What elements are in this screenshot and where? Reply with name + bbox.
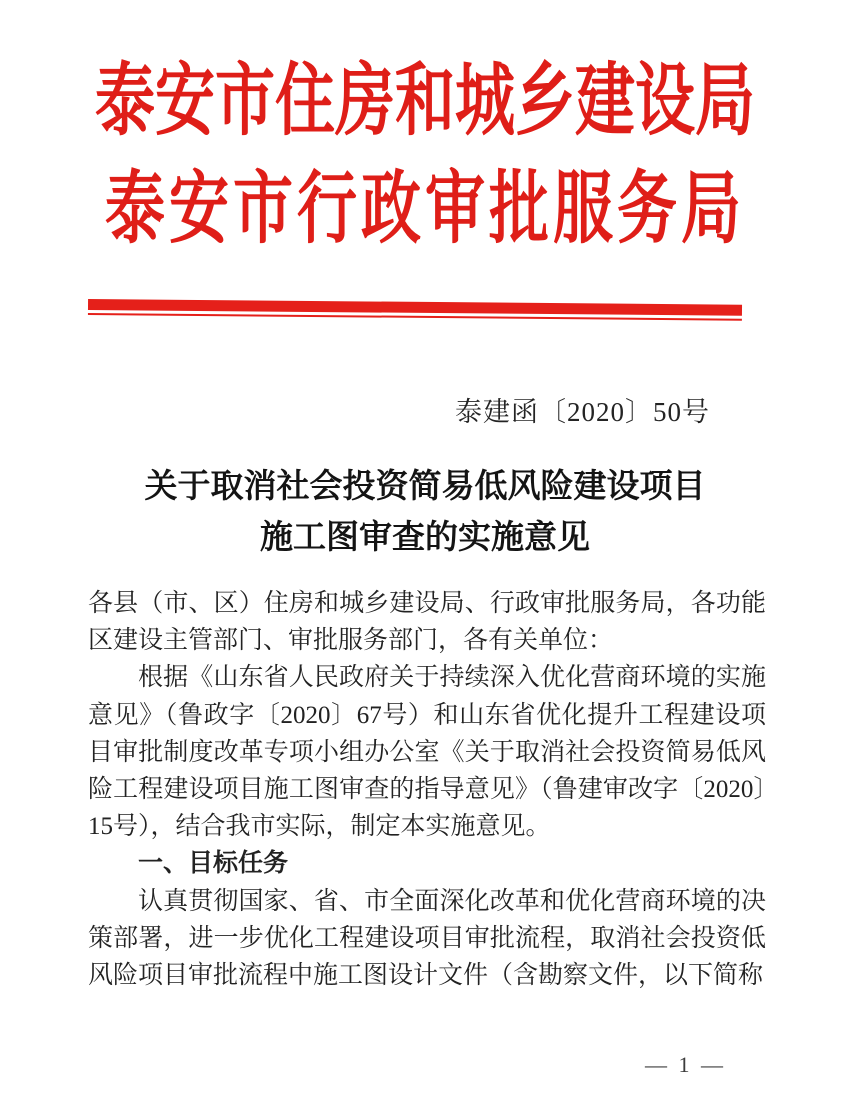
letterhead-separator-rule: [88, 299, 742, 321]
basis-paragraph: 根据《山东省人民政府关于持续深入优化营商环境的实施意见》（鲁政字〔2020〕67号）和山东省优化提升工程建设项目审批制度改革专项小组办公室《关于取消社会投资简易低风险工程建设项目施工图审查的指导意见》（鲁建审改字〔2020〕15号），结合我市实际，制定本实施意见。: [88, 664, 766, 841]
document-title-line-2: 施工图审查的实施意见: [260, 520, 590, 556]
section-heading-goals: 一、目标任务: [138, 849, 289, 878]
salutation-paragraph: 各县（市、区）住房和城乡建设局、行政审批服务局，各功能区建设主管部门、审批服务部门，各有关单位：: [88, 590, 766, 655]
letterhead-org-line-1: 泰安市住房和城乡建设局: [95, 57, 755, 145]
document-title: [0, 462, 850, 564]
letterhead-org-line-2: 泰安市行政审批服务局: [105, 165, 745, 253]
document-title-line-1: 关于取消社会投资简易低风险建设项目: [144, 469, 706, 505]
document-reference-number: 泰建函〔2020〕50号: [455, 397, 710, 427]
page-number: — 1 —: [645, 1052, 726, 1077]
document-body: [88, 585, 766, 994]
goals-paragraph: 认真贯彻国家、省、市全面深化改革和优化营商环境的决策部署，进一步优化工程建设项目审批流程，取消社会投资低风险项目审批流程中施工图设计文件（含勘察文件，以下简称: [88, 887, 766, 990]
